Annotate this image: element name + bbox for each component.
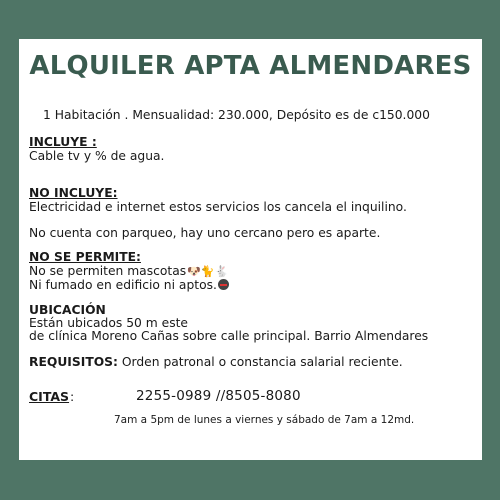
ubicacion-line-2: de clínica Moreno Cañas sobre calle principal. Barrio Almendares — [29, 329, 429, 343]
no-permite-heading: NO SE PERMITE: — [29, 250, 141, 264]
requisitos-heading: REQUISITOS: — [29, 355, 118, 369]
summary-line: 1 Habitación . Mensualidad: 230.000, Depósito es de c150.000 — [43, 108, 430, 122]
ubicacion-line-1: Están ubicados 50 m este — [29, 316, 188, 330]
parqueo-text: No cuenta con parqueo, hay uno cercano pero es aparte. — [29, 226, 381, 240]
citas-hours: 7am a 5pm de lunes a viernes y sábado de 7am a 12md. — [114, 414, 415, 426]
incluye-heading: INCLUYE : — [29, 135, 97, 149]
no-smoking-icon — [218, 279, 229, 290]
no-mascotas-text: No se permiten mascotas — [29, 264, 187, 278]
ubicacion-heading: UBICACIÓN — [29, 303, 106, 317]
no-incluye-heading: NO INCLUYE: — [29, 186, 118, 200]
listing-card — [19, 39, 482, 460]
pets-icon: 🐶🐈🐇 — [187, 265, 229, 278]
no-incluye-text: Electricidad e internet estos servicios los cancela el inquilino. — [29, 200, 407, 214]
requisitos-text: Orden patronal o constancia salarial reciente. — [121, 355, 403, 369]
no-permite-line-2 — [29, 278, 229, 292]
citas-colon: : — [70, 389, 75, 404]
incluye-text: Cable tv y % de agua. — [29, 149, 165, 163]
no-fumado-text: Ni fumado en edificio ni aptos. — [29, 278, 217, 292]
page-title: ALQUILER APTA ALMENDARES — [29, 51, 472, 81]
citas-heading: CITAS — [29, 389, 70, 404]
no-permite-line-1 — [29, 264, 228, 279]
requisitos-line — [29, 355, 403, 369]
citas-phones: 2255-0989 //8505-8080 — [136, 388, 301, 404]
